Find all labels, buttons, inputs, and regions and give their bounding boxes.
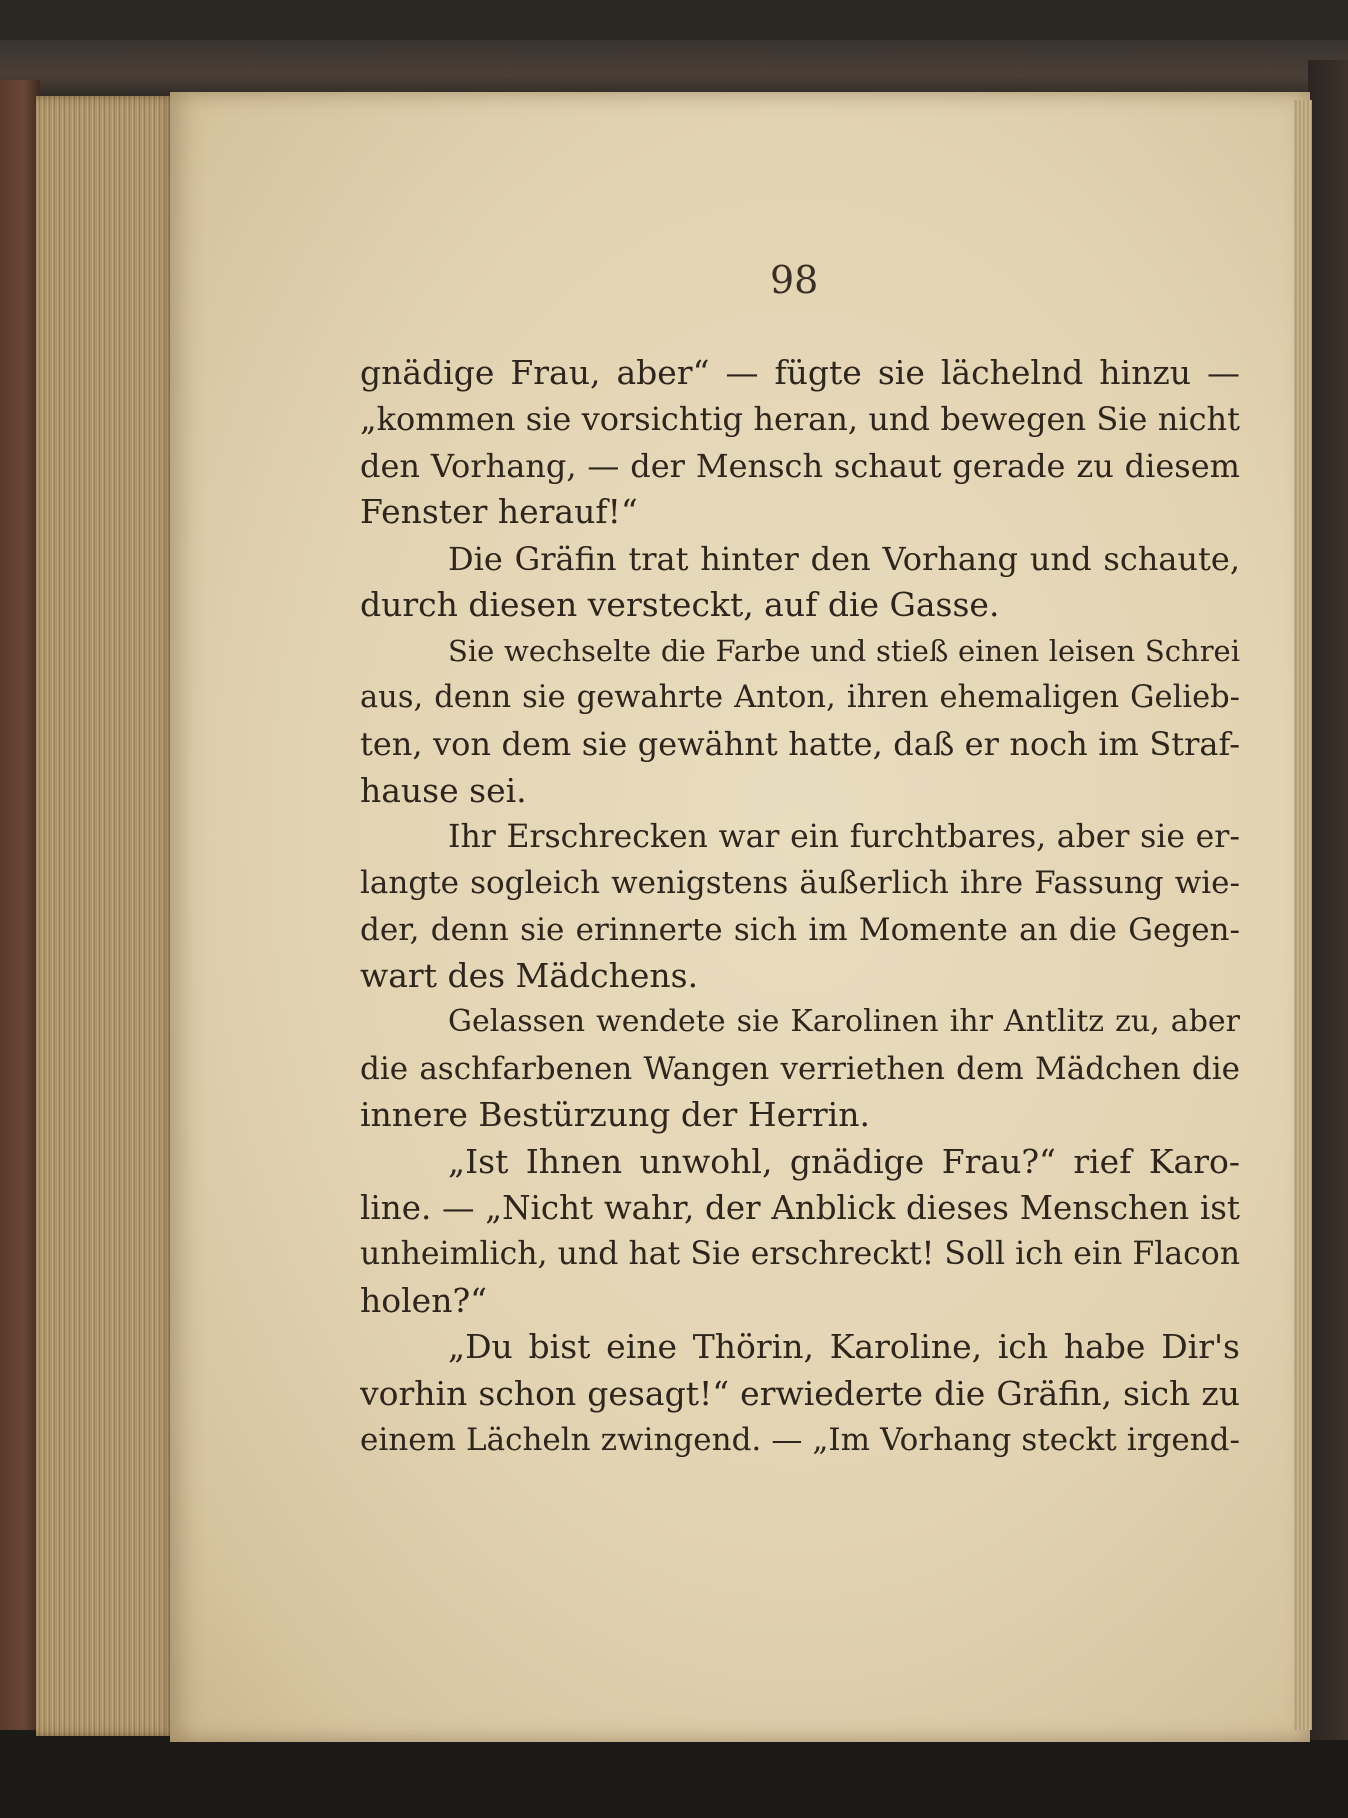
paragraph bbox=[360, 1324, 1240, 1463]
page-edges-left bbox=[36, 96, 176, 1736]
text-line: „Du bist eine Thörin, Karoline, ich habe Dir's bbox=[448, 1327, 1240, 1367]
paragraph bbox=[360, 814, 1240, 1000]
page-number: 98 bbox=[770, 258, 819, 302]
text-line: der, denn sie erinnerte sich im Momente an die Gegen- bbox=[360, 911, 1240, 948]
text-line: langte sogleich wenigstens äußerlich ihre Fassung wie- bbox=[360, 865, 1240, 902]
text-line: gnädige Frau, aber“ — fügte sie lächelnd hinzu — bbox=[360, 353, 1240, 392]
page-edges-right bbox=[1294, 100, 1312, 1730]
text-line: innere Bestürzung der Herrin. bbox=[360, 1095, 870, 1135]
paragraph bbox=[360, 350, 1240, 536]
text-line: wart des Mädchens. bbox=[360, 956, 699, 996]
text-line: unheimlich, und hat Sie erschreckt! Soll ich ein Flacon bbox=[360, 1236, 1240, 1273]
book-cover-top bbox=[0, 40, 1348, 100]
text-line: „Ist Ihnen unwohl, gnädige Frau?“ rief Karo- bbox=[448, 1141, 1240, 1181]
text-line: vorhin schon gesagt!“ erwiederte die Gräfin, sich zu bbox=[360, 1373, 1240, 1413]
text-line: „kommen sie vorsichtig heran, und bewegen Sie nicht bbox=[360, 400, 1240, 439]
text-line: Fenster herauf!“ bbox=[360, 492, 638, 532]
paragraph bbox=[360, 536, 1240, 629]
text-line: den Vorhang, — der Mensch schaut gerade zu diesem bbox=[360, 446, 1240, 485]
text-line: ten, von dem sie gewähnt hatte, daß er noch im Straf- bbox=[360, 725, 1240, 764]
paragraph bbox=[360, 628, 1240, 814]
text-line: hause sei. bbox=[360, 770, 527, 810]
text-line: line. — „Nicht wahr, der Anblick dieses Menschen ist bbox=[360, 1189, 1240, 1228]
text-line: Ihr Erschrecken war ein furchtbares, aber sie er- bbox=[448, 818, 1240, 855]
text-line: Gelassen wendete sie Karolinen ihr Antlitz zu, aber bbox=[448, 1004, 1240, 1040]
book-cover-left bbox=[0, 80, 40, 1730]
text-line: die aschfarbenen Wangen verriethen dem Mädchen die bbox=[360, 1050, 1240, 1087]
body-text bbox=[360, 350, 1240, 1463]
paragraph bbox=[360, 1139, 1240, 1325]
text-line: Sie wechselte die Farbe und stieß einen leisen Schrei bbox=[448, 634, 1240, 669]
book-cover-right bbox=[1308, 60, 1348, 1740]
text-line: aus, denn sie gewahrte Anton, ihren ehemaligen Gelieb- bbox=[360, 679, 1240, 715]
text-line: durch diesen versteckt, auf die Gasse. bbox=[360, 584, 1000, 624]
paragraph bbox=[360, 999, 1240, 1138]
text-line: einem Lächeln zwingend. — „Im Vorhang steckt irgend- bbox=[360, 1421, 1240, 1458]
text-line: holen?“ bbox=[360, 1280, 488, 1320]
text-line: Die Gräfin trat hinter den Vorhang und schaute, bbox=[448, 539, 1240, 578]
